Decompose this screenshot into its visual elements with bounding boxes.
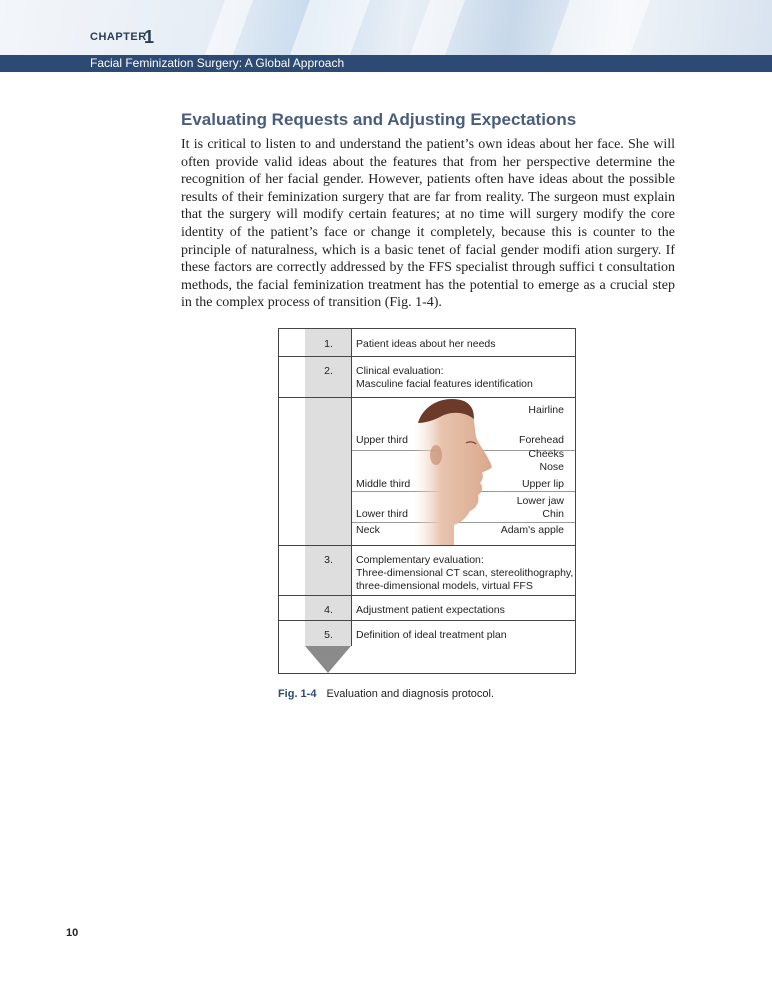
step-text: Clinical evaluation: xyxy=(356,365,444,377)
feature-cheeks: Cheeks xyxy=(528,448,564,460)
book-title-bar xyxy=(0,55,772,72)
protocol-figure xyxy=(278,328,576,674)
step-number: 2. xyxy=(324,365,333,377)
region-lower-third: Lower third xyxy=(356,508,408,520)
step-number: 3. xyxy=(324,554,333,566)
step-number: 1. xyxy=(324,338,333,350)
step-text: Masculine facial features identification xyxy=(356,378,533,390)
figure-caption xyxy=(0,688,772,700)
section-heading: Evaluating Requests and Adjusting Expectations xyxy=(181,110,577,129)
step-text: Adjustment patient expectations xyxy=(356,604,505,616)
page-number: 10 xyxy=(66,927,79,939)
figure-caption-text: Evaluation and diagnosis protocol. xyxy=(326,688,495,700)
step-number: 4. xyxy=(324,604,333,616)
arrow-down-icon xyxy=(305,646,351,673)
step-text: Three-dimensional CT scan, stereolithography, xyxy=(356,567,574,579)
face-profile-illustration xyxy=(414,397,494,545)
step-text: Definition of ideal treatment plan xyxy=(356,629,507,641)
feature-nose: Nose xyxy=(539,461,564,473)
chapter-number: 1 xyxy=(144,27,155,47)
region-middle-third: Middle third xyxy=(356,478,411,490)
book-title: Facial Feminization Surgery: A Global Approach xyxy=(90,56,345,70)
feature-chin: Chin xyxy=(542,508,564,520)
feature-hairline: Hairline xyxy=(528,404,564,416)
step-text: three-dimensional models, virtual FFS xyxy=(356,580,533,592)
step-number: 5. xyxy=(324,629,333,641)
step-text: Patient ideas about her needs xyxy=(356,338,496,350)
feature-forehead: Forehead xyxy=(519,434,564,446)
body-paragraph: It is critical to listen to and understand the patient’s own ideas about her face. She will often provide valid ideas about the features that from her perspective determine the recognition of her facial gender. However, patients often have ideas about the possible results of their feminization surgery that are far from reality. The surgeon must explain that the surgery will modify certain features; at no time will surgery modify the core identity of the patient’s face or change it completely, because this is counter to the principle of naturalness, which is a basic tenet of facial gender modifi ation surgery. If these factors are correctly addressed by the FFS specialist through suffici t consultation methods, the facial feminization treatment has the potential to emerge as a crucial step in the complex process of transition (Fig. 1-4). xyxy=(181,137,675,311)
feature-upper-lip: Upper lip xyxy=(521,478,564,490)
figure-label: Fig. 1-4 xyxy=(277,688,317,700)
feature-lower-jaw: Lower jaw xyxy=(516,495,564,507)
header-band xyxy=(0,0,772,55)
region-upper-third: Upper third xyxy=(356,434,408,446)
feature-adams-apple: Adam's apple xyxy=(500,524,564,536)
step-text: Complementary evaluation: xyxy=(356,554,484,566)
chapter-label: CHAPTER xyxy=(90,31,147,43)
region-neck: Neck xyxy=(356,524,380,536)
